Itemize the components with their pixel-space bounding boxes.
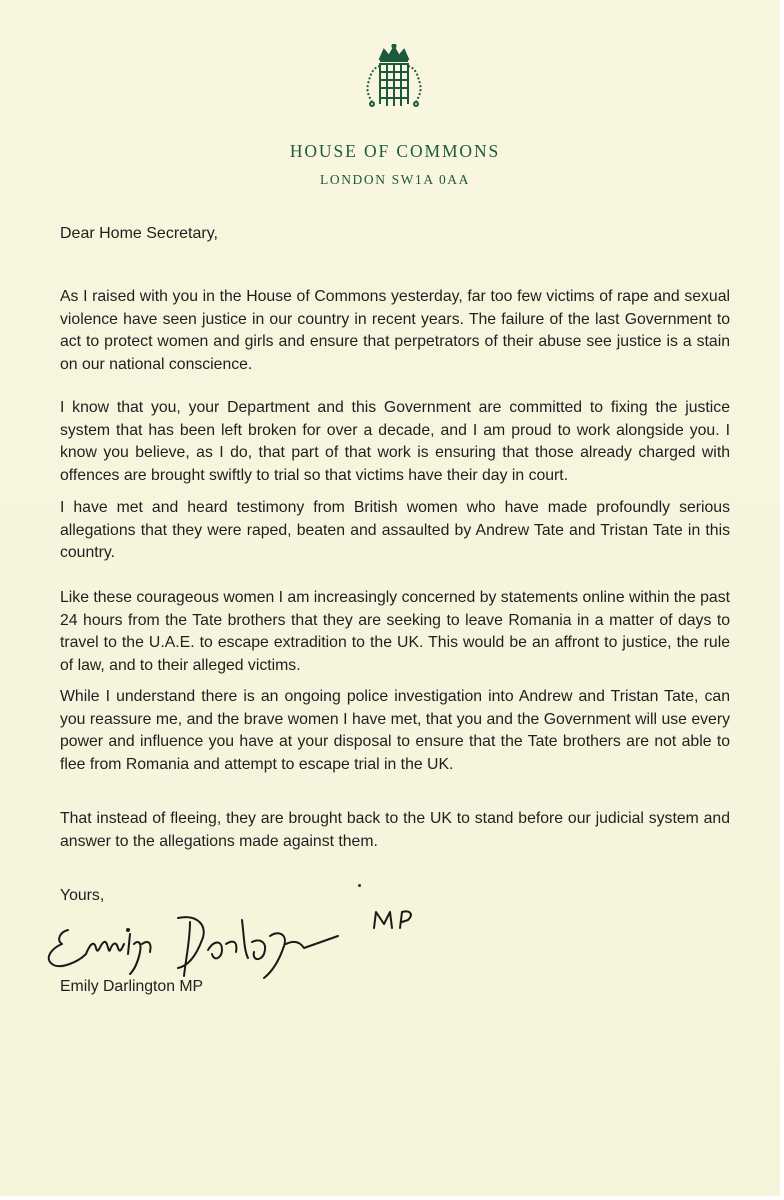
- signer-name: Emily Darlington MP: [60, 978, 204, 995]
- scan-edge-right: [780, 0, 784, 1200]
- signature-text: Emily Darlington MP: [38, 998, 48, 999]
- paragraph-2: I know that you, your Department and this Government are committed to fixing the justice system that has been left broken for over a decade, and I am proud to work alongside you. I know you believe, as I do, that part of that work is ensuring that those already charged with offences are brought swiftly to trial so that victims have their day in court.: [60, 399, 730, 484]
- paragraph-5: While I understand there is an ongoing police investigation into Andrew and Tristan Tate, can you reassure me, and the brave women I have met, that you and the Government will use every power and influence you have at your disposal to ensure that the Tate brothers are not able to flee from Romania and attempt to escape trial in the UK.: [60, 688, 730, 773]
- paragraph-3: I have met and heard testimony from British women who have made profoundly serious allegations that they were raped, beaten and assaulted by Andrew Tate and Tristan Tate in this country.: [60, 499, 730, 561]
- organisation-name: HOUSE OF COMMONS: [289, 141, 501, 161]
- closing: Yours,: [60, 887, 105, 904]
- salutation: Dear Home Secretary,: [60, 225, 218, 242]
- organisation-address: LONDON SW1A 0AA: [320, 172, 470, 187]
- paragraph-6: That instead of fleeing, they are brought back to the UK to stand before our judicial system and answer to the allegations made against them.: [60, 810, 730, 850]
- portcullis-crown-icon: [360, 44, 428, 112]
- paragraph-1: As I raised with you in the House of Commons yesterday, far too few victims of rape and sexual violence have seen justice in our country in recent years. The failure of the last Government to act to protect women and girls and ensure that perpetrators of their abuse see justice is a stain on our national conscience.: [60, 288, 730, 373]
- ink-speck: [358, 884, 361, 887]
- scan-edge-bottom: [0, 1196, 784, 1200]
- paragraph-4: Like these courageous women I am increasingly concerned by statements online within the past 24 hours from the Tate brothers that they are seeking to leave Romania in a matter of days to travel to the U.A.E. to escape extradition to the UK. This would be an affront to justice, the rule of law, and to their alleged victims.: [60, 589, 730, 674]
